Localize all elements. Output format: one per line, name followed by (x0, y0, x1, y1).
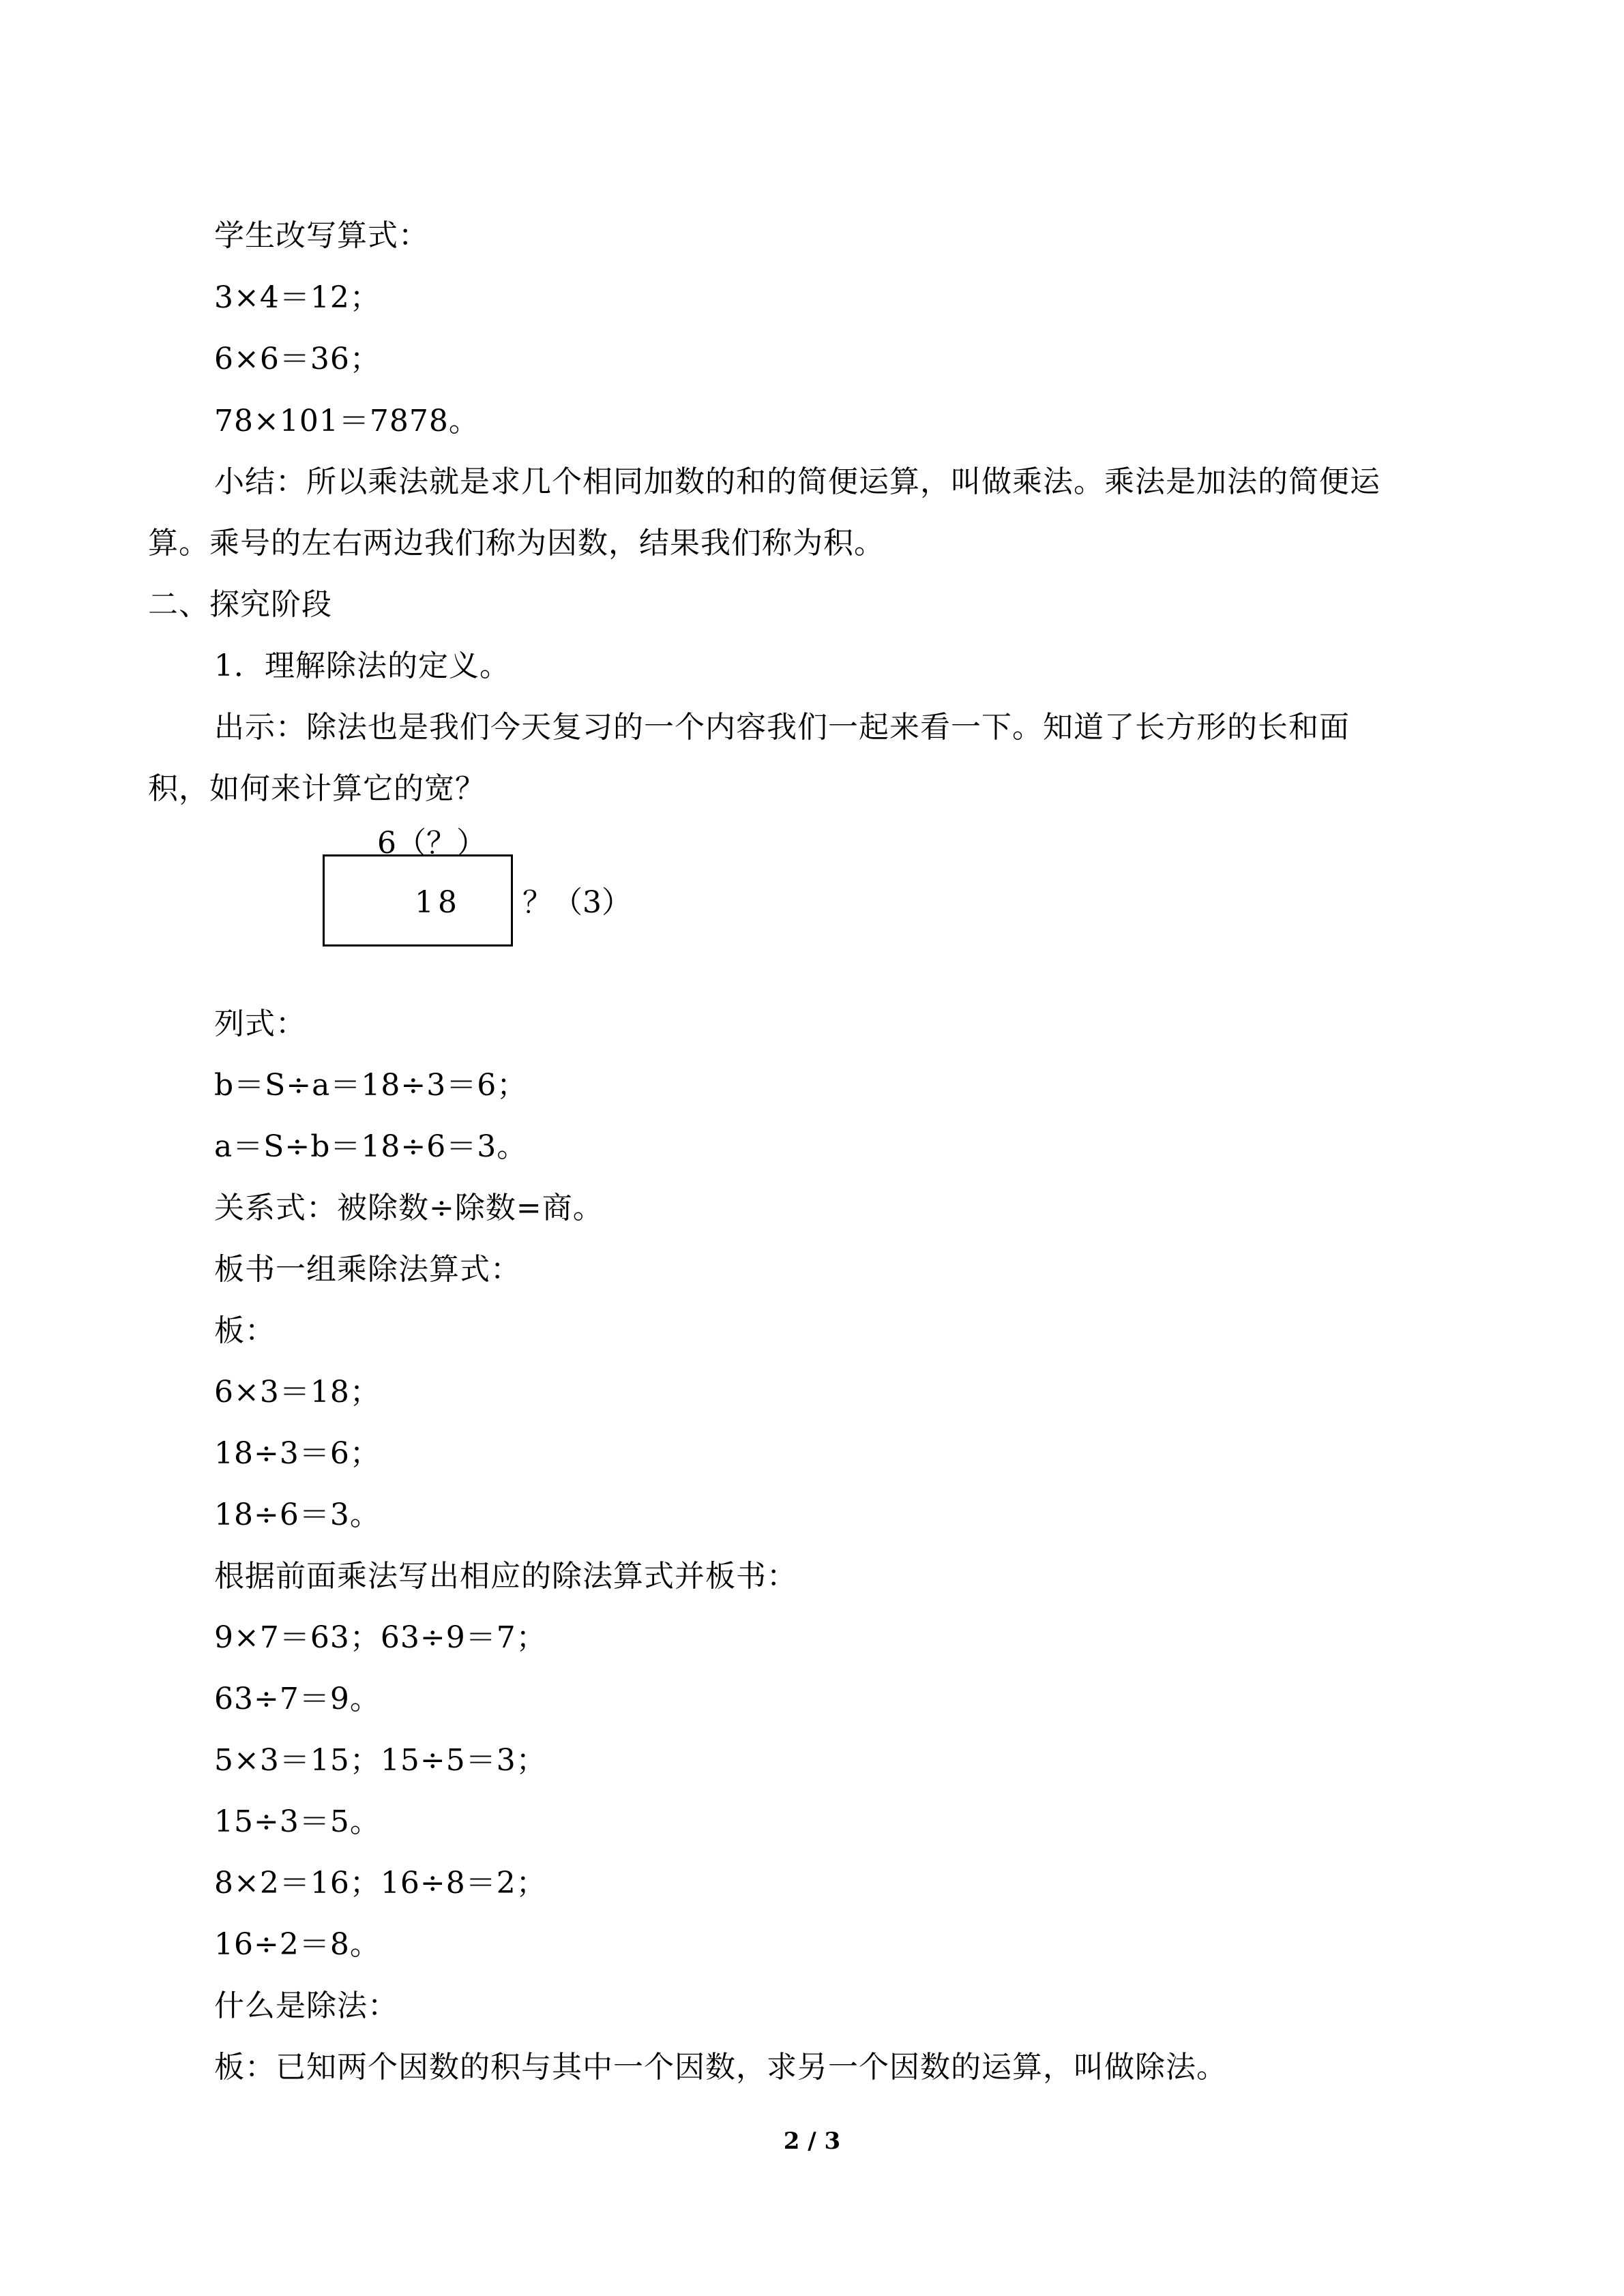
text-line: 什么是除法： (214, 1988, 398, 2023)
rectangle-length-label: 6（？） (377, 826, 486, 861)
equation-line: 3×4＝12； (214, 280, 381, 315)
text-line: 板： (214, 1313, 276, 1348)
equation-line: b＝S÷a＝18÷3＝6； (214, 1068, 528, 1103)
text-line: 板书一组乘除法算式： (214, 1252, 521, 1287)
paragraph-line: 积，如何来计算它的宽？ (148, 771, 486, 806)
equation-line: 18÷6＝3。 (214, 1497, 381, 1532)
definition-line: 板：已知两个因数的积与其中一个因数，求另一个因数的运算，叫做除法。 (214, 2050, 1227, 2085)
equation-line: 18÷3＝6； (214, 1436, 381, 1471)
relation-line: 关系式：被除数÷除数=商。 (214, 1191, 604, 1225)
equation-line: 8×2＝16；16÷8＝2； (214, 1866, 547, 1900)
text-line: 根据前面乘法写出相应的除法算式并板书： (214, 1559, 797, 1594)
equation-line: 6×6＝36； (214, 342, 381, 376)
rectangle-width-label: ？（3） (522, 885, 632, 920)
equation-line: a＝S÷b＝18÷6＝3。 (214, 1129, 528, 1164)
equation-line: 16÷2＝8。 (214, 1927, 381, 1962)
text-line: 列式： (214, 1007, 306, 1041)
equation-line: 78×101＝7878。 (214, 404, 479, 438)
section-heading: 二、探究阶段 (148, 587, 332, 622)
equation-line: 6×3＝18； (214, 1375, 381, 1410)
rectangle-area-label: 18 (415, 885, 461, 920)
equation-line: 63÷7＝9。 (214, 1682, 381, 1716)
summary-paragraph-line: 小结：所以乘法就是求几个相同加数的和的简便运算，叫做乘法。乘法是加法的简便运 (214, 464, 1381, 499)
equation-line: 15÷3＝5。 (214, 1804, 381, 1839)
text-line: 学生改写算式： (214, 218, 429, 253)
page-number: 2 / 3 (783, 2128, 841, 2155)
equation-line: 5×3＝15；15÷5＝3； (214, 1743, 547, 1778)
summary-paragraph-line: 算。乘号的左右两边我们称为因数，结果我们称为积。 (148, 526, 885, 561)
paragraph-line: 出示：除法也是我们今天复习的一个内容我们一起来看一下。知道了长方形的长和面 (214, 710, 1350, 745)
subsection-heading: 1．理解除法的定义。 (214, 648, 510, 683)
equation-line: 9×7＝63；63÷9＝7； (214, 1620, 547, 1655)
